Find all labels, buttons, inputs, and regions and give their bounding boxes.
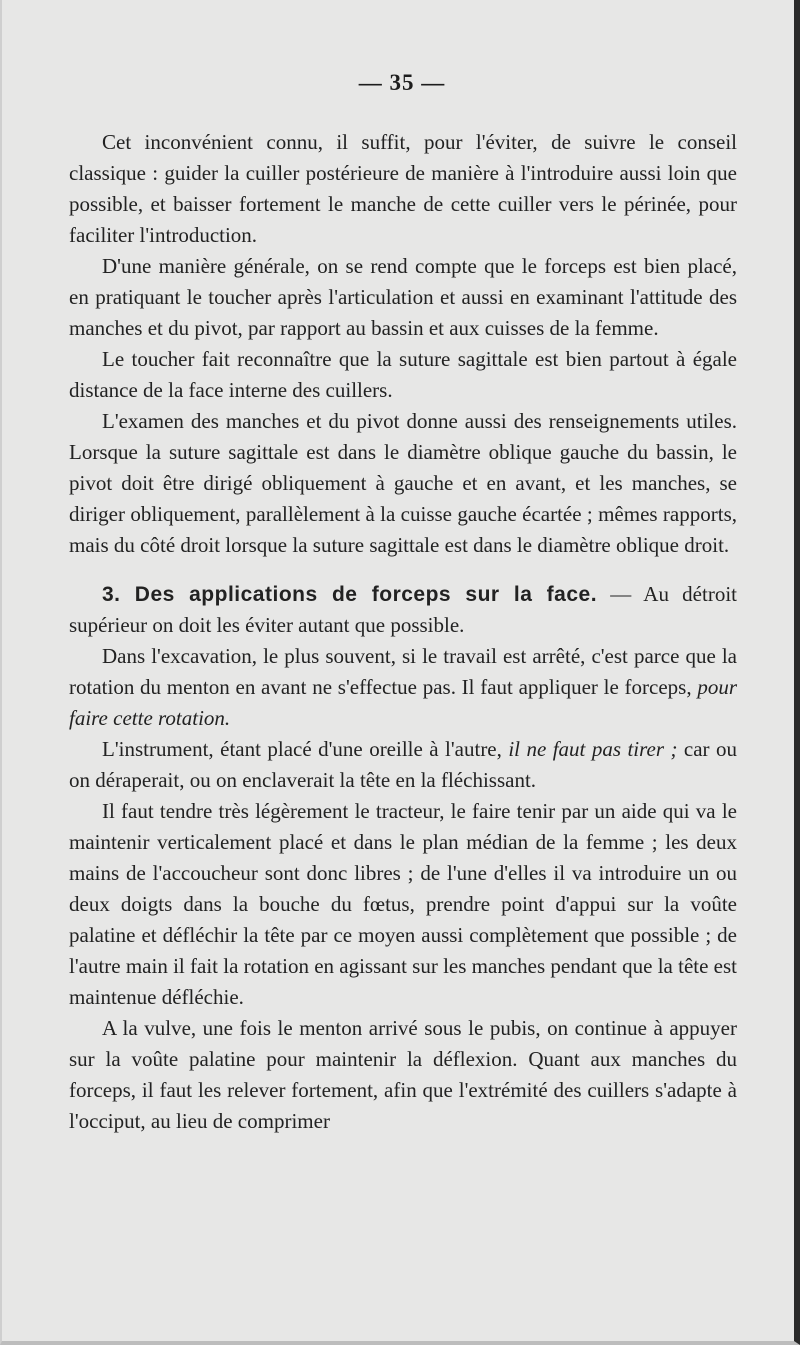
body-text bbox=[69, 127, 737, 1137]
paragraph-text: L'instrument, étant placé d'une oreille à l'autre, bbox=[102, 737, 509, 761]
paragraph: Le toucher fait reconnaître que la suture sagittale est bien partout à égale distance de la face interne des cuillers. bbox=[69, 347, 737, 402]
italic-text: pour faire cette rotation. bbox=[69, 675, 737, 730]
paragraph bbox=[69, 641, 737, 734]
section-paragraph bbox=[69, 579, 737, 641]
page-number: — 35 — bbox=[358, 70, 446, 95]
paragraph: Il faut tendre très légèrement le tracteur, le faire tenir par un aide qui va le maintenir verticalement placé et dans le plan médian de la femme ; les deux mains de l'accoucheur sont donc libres ; de l'une d'elles il va introduire un ou deux doigts dans la bouche du fœtus, prendre point d'appui sur la voûte palatine et défléchir la tête par ce moyen aussi complètement que possible ; de l'autre main il fait la rotation en agissant sur les manches pendant que la tête est maintenue défléchie. bbox=[69, 799, 737, 1009]
section-text: — Au détroit supérieur on doit les éviter autant que possible. bbox=[69, 582, 737, 637]
paragraph-text: car ou on déraperait, ou on enclaverait la tête en la fléchissant. bbox=[69, 737, 737, 792]
paragraph: L'examen des manches et du pivot donne aussi des renseignements utiles. Lorsque la suture sagittale est dans le diamètre oblique gauche du bassin, le pivot doit être dirigé obliquement à gauche et en avant, et les manches, se diriger obliquement, parallèlement à la cuisse gauche écartée ; mêmes rapports, mais du côté droit lorsque la suture sagittale est dans le diamètre oblique droit. bbox=[69, 409, 737, 557]
paragraph-text: Dans l'excavation, le plus souvent, si le travail est arrêté, c'est parce que la rotation du menton en avant ne s'effectue pas. Il faut appliquer le forceps, bbox=[69, 644, 737, 699]
paragraph bbox=[69, 734, 737, 796]
paragraph: D'une manière générale, on se rend compte que le forceps est bien placé, en pratiquant le toucher après l'articulation et aussi en examinant l'attitude des manches et du pivot, par rapport au bassin et aux cuisses de la femme. bbox=[69, 254, 737, 340]
italic-text: il ne faut pas tirer ; bbox=[508, 737, 678, 761]
paragraph: A la vulve, une fois le menton arrivé sous le pubis, on continue à appuyer sur la voûte palatine pour maintenir la déflexion. Quant aux manches du forceps, il faut les relever fortement, afin que l'extrémité des cuillers s'adapte à l'occiput, au lieu de comprimer bbox=[69, 1016, 737, 1133]
section-heading: 3. Des applications de forceps sur la face. bbox=[102, 583, 598, 606]
paragraph: Cet inconvénient connu, il suffit, pour l'éviter, de suivre le conseil classique : guider la cuiller postérieure de manière à l'introduire aussi loin que possible, et baisser fortement le manche de cette cuiller vers le périnée, pour faciliter l'introduction. bbox=[69, 130, 737, 247]
